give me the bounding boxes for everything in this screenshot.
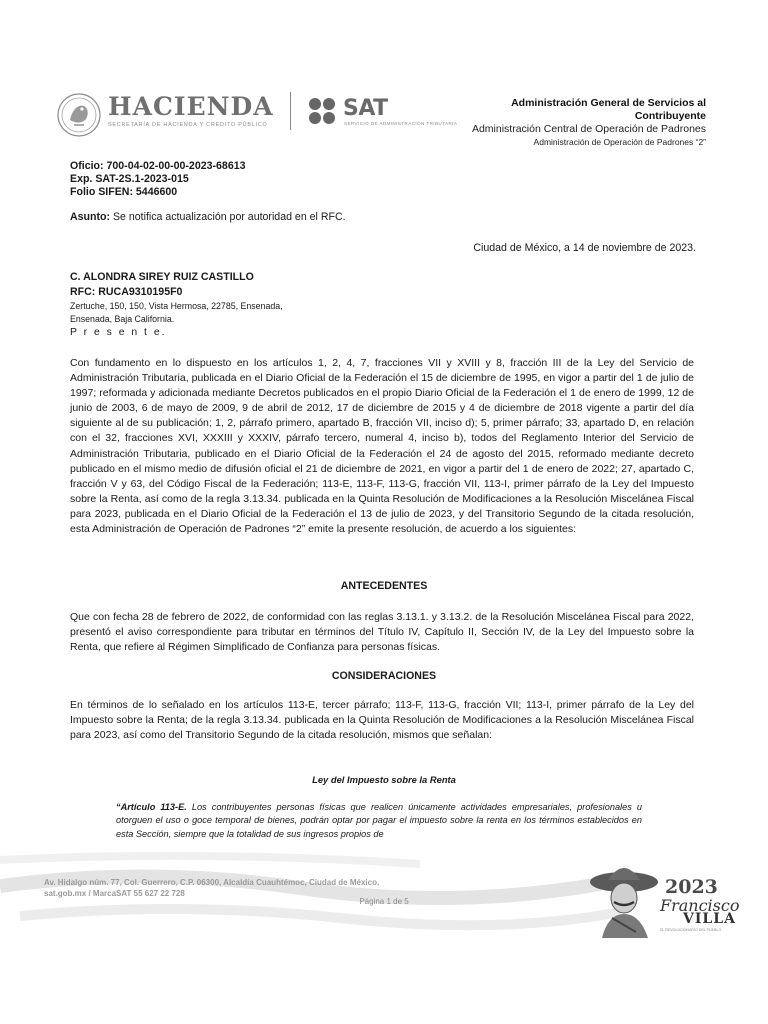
admin-operacion: Administración de Operación de Padrones “2”	[533, 137, 706, 147]
sat-dots-icon	[308, 97, 340, 129]
admin-central: Administración Central de Operación de Padrones	[471, 123, 706, 135]
oficio-number: Oficio: 700-04-02-00-00-2023-68613	[70, 160, 246, 172]
heading-consideraciones: CONSIDERACIONES	[331, 670, 437, 682]
issuing-office	[466, 97, 706, 148]
footer-address	[44, 877, 379, 899]
recipient-address-line1: Zertuche, 150, 150, Vista Hermosa, 22785, Ensenada,	[70, 301, 283, 311]
law-quote	[116, 801, 642, 841]
villa-first-name: Francisco	[660, 896, 740, 915]
folio-number: Folio SIFEN: 5446600	[70, 186, 178, 198]
place-date: Ciudad de México, a 14 de noviembre de 2023.	[473, 242, 696, 254]
recipient-block	[70, 270, 283, 340]
mexico-seal-icon	[56, 92, 102, 138]
year-2023: 2023	[665, 876, 718, 898]
heading-antecedentes: ANTECEDENTES	[340, 580, 428, 592]
antecedentes-paragraph: Que con fecha 28 de febrero de 2022, de conformidad con las reglas 3.13.1. y 3.13.2. de la Resolución Miscelánea Fiscal para 2022, presentó el aviso correspondiente para tributar en términos del Título IV, Capítulo II, Sección IV, de la Ley del Impuesto sobre la Renta, que refiere al Régimen Simplificado de Confianza para personas físicas.	[70, 611, 694, 654]
sat-subtitle: SERVICIO DE ADMINISTRACIÓN TRIBUTARIA	[344, 121, 458, 126]
footer-street: Av. Hidalgo núm. 77, Col. Guerrero, C.P. 06300, Alcaldía Cuauhtémoc, Ciudad de México.	[44, 878, 380, 887]
heading-law-title: Ley del Impuesto sobre la Renta	[312, 774, 456, 785]
sat-wordmark: SAT	[343, 96, 388, 121]
document-references	[70, 160, 246, 199]
consideraciones-paragraph: En términos de lo señalado en los artículos 113-E, tercer párrafo; 113-F, 113-G, fracción VII; 113-I, primer párrafo de la Ley del Impuesto sobre la Renta; de la regla 3.13.34. publicada en la Quinta Resolución de Modificaciones a la Resolución Miscelánea Fiscal para 2023, así como del Transitorio Segundo de la citada resolución, mismos que señalan:	[70, 699, 694, 742]
hacienda-subtitle: SECRETARÍA DE HACIENDA Y CRÉDITO PÚBLICO	[108, 122, 268, 128]
villa-tagline: EL REVOLUCIONARIO DEL PUEBLO	[660, 928, 722, 932]
recipient-rfc: RFC: RUCA9310195F0	[70, 286, 183, 298]
subject-line	[70, 211, 346, 223]
quote-article: “Artículo 113-E.	[116, 802, 187, 812]
hacienda-wordmark: HACIENDA	[108, 92, 274, 121]
villa-surname: VILLA	[683, 911, 736, 927]
subject-label: Asunto:	[70, 211, 111, 223]
quote-text: Los contribuyentes personas físicas que realicen únicamente actividades empresariales, profesionales u otorguen el uso o goce temporal de bienes, podrán optar por pagar el impuesto sobre la renta en los términos establecidos en esta Sección, siempre que la totalidad de sus ingresos propios de	[116, 802, 642, 839]
greeting: P r e s e n t e.	[70, 327, 167, 338]
recipient-name: C. ALONDRA SIREY RUIZ CASTILLO	[70, 271, 254, 283]
expediente-number: Exp. SAT-2S.1-2023-015	[70, 173, 189, 185]
subject-text: Se notifica actualización por autoridad en el RFC.	[110, 211, 346, 223]
legal-basis-paragraph: Con fundamento en lo dispuesto en los artículos 1, 2, 4, 7, fracciones VII y XVIII y 8, fracción III de la Ley del Servicio de Administración Tributaria, publicada en el Diario Oficial de la Federación el 15 de diciembre de 1995, en vigor a partir del 1 de julio de 1997; reformada y adicionada mediante Decretos publicados en el propio Diario Oficial de la Federación el 1 de enero de 1999, 12 de junio de 2003, 6 de mayo de 2009, 9 de abril de 2012, 17 de diciembre de 2015 y 4 de diciembre de 2018 vigente a partir del día siguiente al de su publicación; 1, 2, párrafo primero, apartado B, fracción VII, inciso d); 5, primer párrafo; 33, apartado D, en relación con el 32, fracciones XVI, XXXIII y XXXIV, párrafo tercero, numeral 4, inciso b), todos del Reglamento Interior del Servicio de Administración Tributaria, publicado en el Diario Oficial de la Federación el 24 de agosto del 2015, reformado mediante decreto publicado en el mismo medio de difusión oficial el 21 de diciembre de 2021, en vigor a partir del 1 de enero de 2022; 27, apartado C, fracción V y 63, del Código Fiscal de la Federación; 113-E, 113-F, 113-G, fracción VII, 113-I, primer párrafo de la Ley del Impuesto sobre la Renta, así como de la regla 3.13.34. publicada en la Quinta Resolución de Modificaciones a la Resolución Miscelánea Fiscal para 2023, publicada en el Diario Oficial de la Federación el 13 de julio de 2023, y del Transitorio Segundo de la citada resolución, esta Administración de Operación de Padrones “2” emite la presente resolución, de acuerdo a los siguientes:	[70, 357, 694, 536]
page-number: Página 1 de 5	[359, 897, 409, 906]
recipient-address-line2: Ensenada, Baja California.	[70, 314, 175, 324]
admin-general: Administración General de Servicios al Contribuyente	[511, 97, 706, 122]
footer-contact: sat.gob.mx / MarcaSAT 55 627 22 728	[44, 889, 185, 898]
logo-divider	[290, 92, 291, 130]
